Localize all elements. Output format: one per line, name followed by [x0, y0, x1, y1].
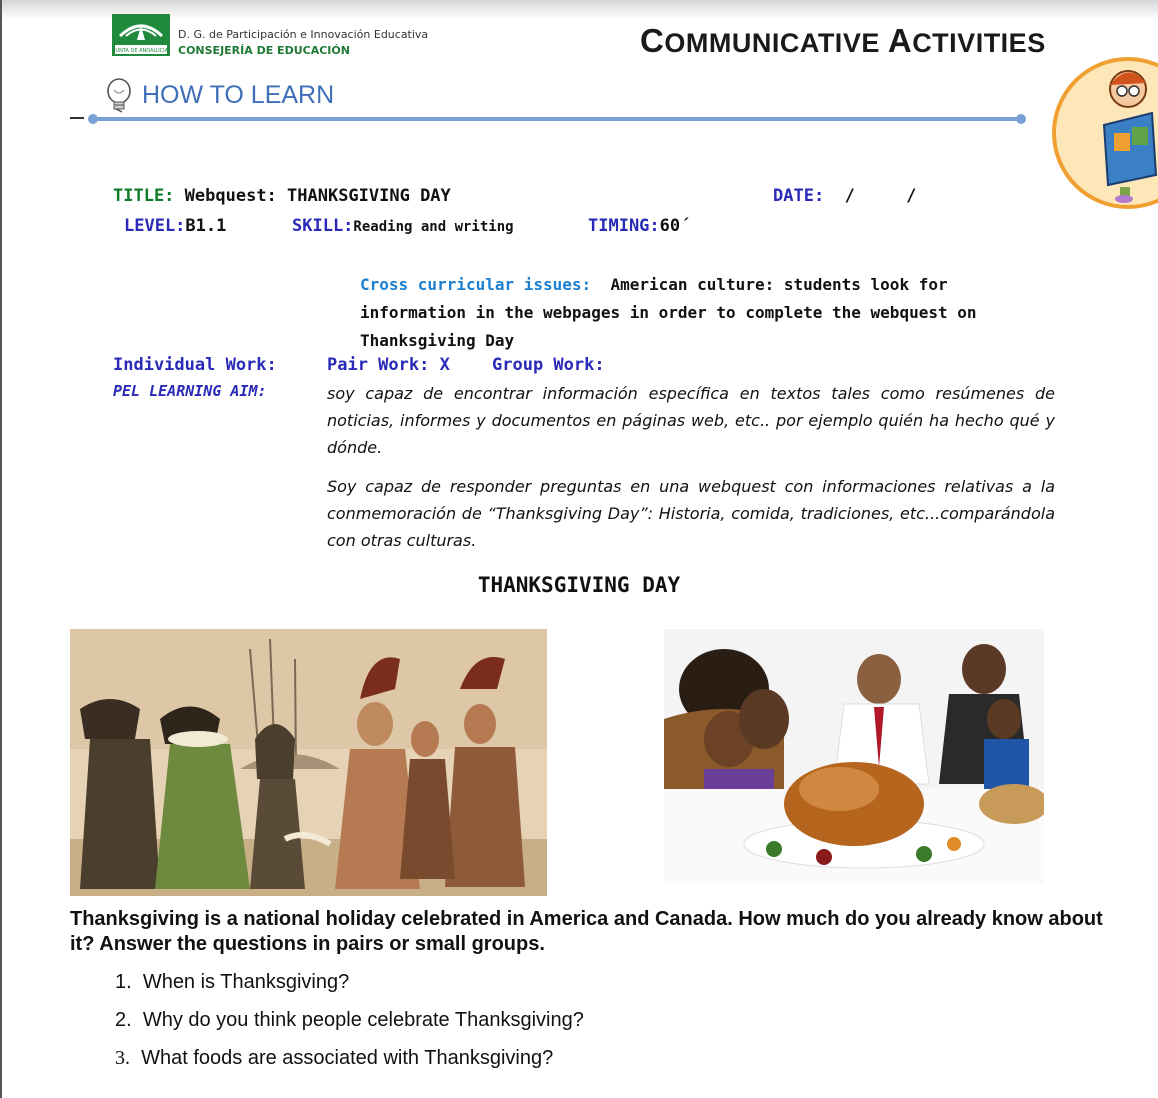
pel-label: PEL LEARNING AIM: — [113, 382, 267, 400]
header-title: COMMUNICATIVE ACTIVITIES — [640, 22, 1046, 59]
top-shade — [0, 0, 1158, 20]
question-item: 2. Why do you think people celebrate Thanksgiving? — [115, 1009, 584, 1031]
pilgrims-illustration — [70, 629, 547, 896]
question-item: 3. What foods are associated with Thanksgiving? — [115, 1047, 554, 1069]
rule-dash — [70, 117, 84, 119]
pair-work: Pair Work: X — [327, 355, 450, 375]
intro-text: Thanksgiving is a national holiday celebrated in America and Canada. How much do you already know about it? Answer the questions in pairs or small groups. — [70, 908, 1103, 955]
timing-field: TIMING:60´ — [588, 216, 691, 236]
section-title: THANKSGIVING DAY — [477, 573, 681, 597]
lightbulb-icon — [104, 78, 134, 118]
pel-aim-1: soy capaz de encontrar información específica en textos tales como resúmenes de noticias, informes y documentos en páginas web, etc.. por ejemplo quién ha hecho qué y dónde. — [327, 384, 1055, 457]
family-dinner-photo — [664, 629, 1044, 883]
header-rule — [92, 117, 1021, 121]
pel-aim-2: Soy capaz de responder preguntas en una webquest con informaciones relativas a la conmemoración de “Thanksgiving Day”: Historia, comida, tradiciones, etc...comparándola con otras culturas. — [327, 477, 1055, 550]
question-item: 1. When is Thanksgiving? — [115, 971, 350, 993]
date-field: DATE: / / — [773, 186, 917, 206]
left-border — [0, 0, 2, 1098]
junta-logo — [112, 14, 170, 56]
individual-work: Individual Work: — [113, 355, 277, 375]
section-heading: HOW TO LEARN — [142, 81, 335, 109]
rule-dot-right — [1016, 114, 1026, 124]
level-field: LEVEL:B1.1 — [124, 216, 227, 236]
org-line-2: CONSEJERÍA DE EDUCACIÓN — [178, 44, 350, 57]
org-line-1: D. G. de Participación e Innovación Educativa — [178, 28, 429, 41]
group-work: Group Work: — [492, 355, 605, 375]
title-row: TITLE: Webquest: THANKSGIVING DAY — [113, 186, 451, 206]
svg-text:JUNTA DE ANDALUCIA: JUNTA DE ANDALUCIA — [113, 48, 169, 54]
rule-dot-left — [88, 114, 98, 124]
cross-curricular: Cross curricular issues: American culture: students look for information in the webpages in order to complete the webquest on Thanksgiving Day — [360, 275, 977, 350]
reader-badge-icon — [1052, 57, 1158, 213]
skill-field: SKILL:Reading and writing — [292, 216, 514, 236]
